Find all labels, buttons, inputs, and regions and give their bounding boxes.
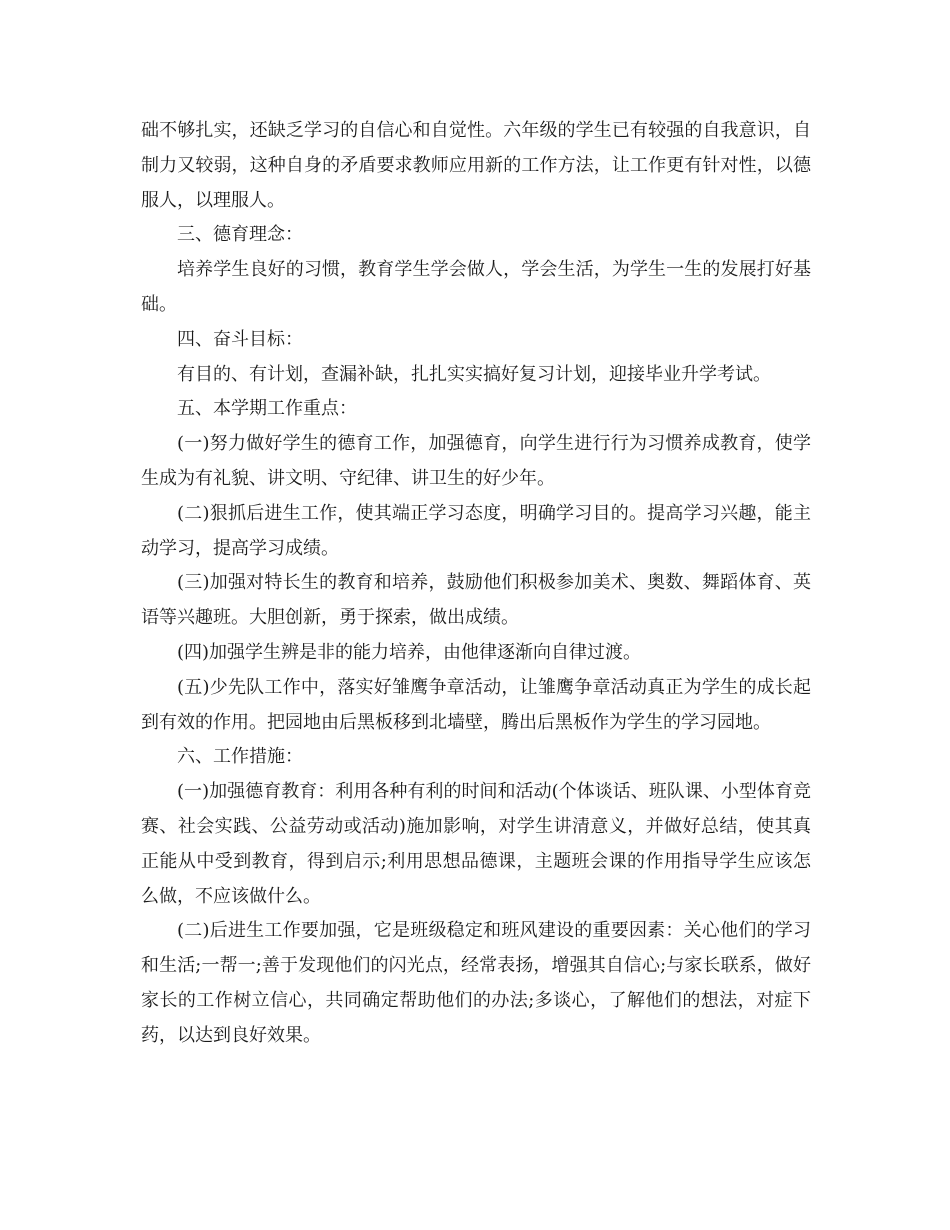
focus-item-3: (三)加强对特长生的教育和培养，鼓励他们积极参加美术、奥数、舞蹈体育、英语等兴趣班。大胆创新，勇于探索，做出成绩。 <box>141 572 811 629</box>
heading-semester-focus: 五、本学期工作重点： <box>177 398 357 420</box>
heading-measures: 六、工作措施： <box>177 746 303 768</box>
focus-item-2: (二)狠抓后进生工作，使其端正学习态度，明确学习目的。提高学习兴趣，能主动学习，提高学习成绩。 <box>141 502 811 559</box>
measure-item-2: (二)后进生工作要加强，它是班级稳定和班风建设的重要因素：关心他们的学习和生活;一帮一;善于发现他们的闪光点，经常表扬，增强其自信心;与家长联系，做好家长的工作树立信心，共同确定帮助他们的办法;多谈心，了解他们的想法，对症下药，以达到良好效果。 <box>141 920 811 1046</box>
focus-item-4: (四)加强学生辨是非的能力培养，由他律逐渐向自律过渡。 <box>177 641 642 663</box>
paragraph-moral-philosophy: 培养学生良好的习惯，教育学生学会做人，学会生活，为学生一生的发展打好基础。 <box>141 259 811 315</box>
measure-item-1: (一)加强德育教育：利用各种有利的时间和活动(个体谈话、班队课、小型体育竞赛、社会实践、公益劳动或活动)施加影响，对学生讲清意义，并做好总结，使其真正能从中受到教育，得到启示;利用思想品德课，主题班会课的作用指导学生应该怎么做，不应该做什么。 <box>141 781 811 907</box>
focus-item-5: (五)少先队工作中，落实好雏鹰争章活动，让雏鹰争章活动真正为学生的成长起到有效的作用。把园地由后黑板移到北墙壁，腾出后黑板作为学生的学习园地。 <box>141 676 811 733</box>
heading-goals: 四、奋斗目标： <box>177 328 303 350</box>
document-body <box>141 114 811 1054</box>
heading-moral-philosophy: 三、德育理念： <box>177 224 303 246</box>
paragraph-goals: 有目的、有计划，查漏补缺，扎扎实实搞好复习计划，迎接毕业升学考试。 <box>177 363 771 385</box>
paragraph-continued-intro: 础不够扎实，还缺乏学习的自信心和自觉性。六年级的学生已有较强的自我意识，自制力又较弱，这种自身的矛盾要求教师应用新的工作方法，让工作更有针对性，以德服人，以理服人。 <box>141 120 811 211</box>
focus-item-1: (一)努力做好学生的德育工作，加强德育，向学生进行行为习惯养成教育，使学生成为有礼貌、讲文明、守纪律、讲卫生的好少年。 <box>141 433 811 489</box>
